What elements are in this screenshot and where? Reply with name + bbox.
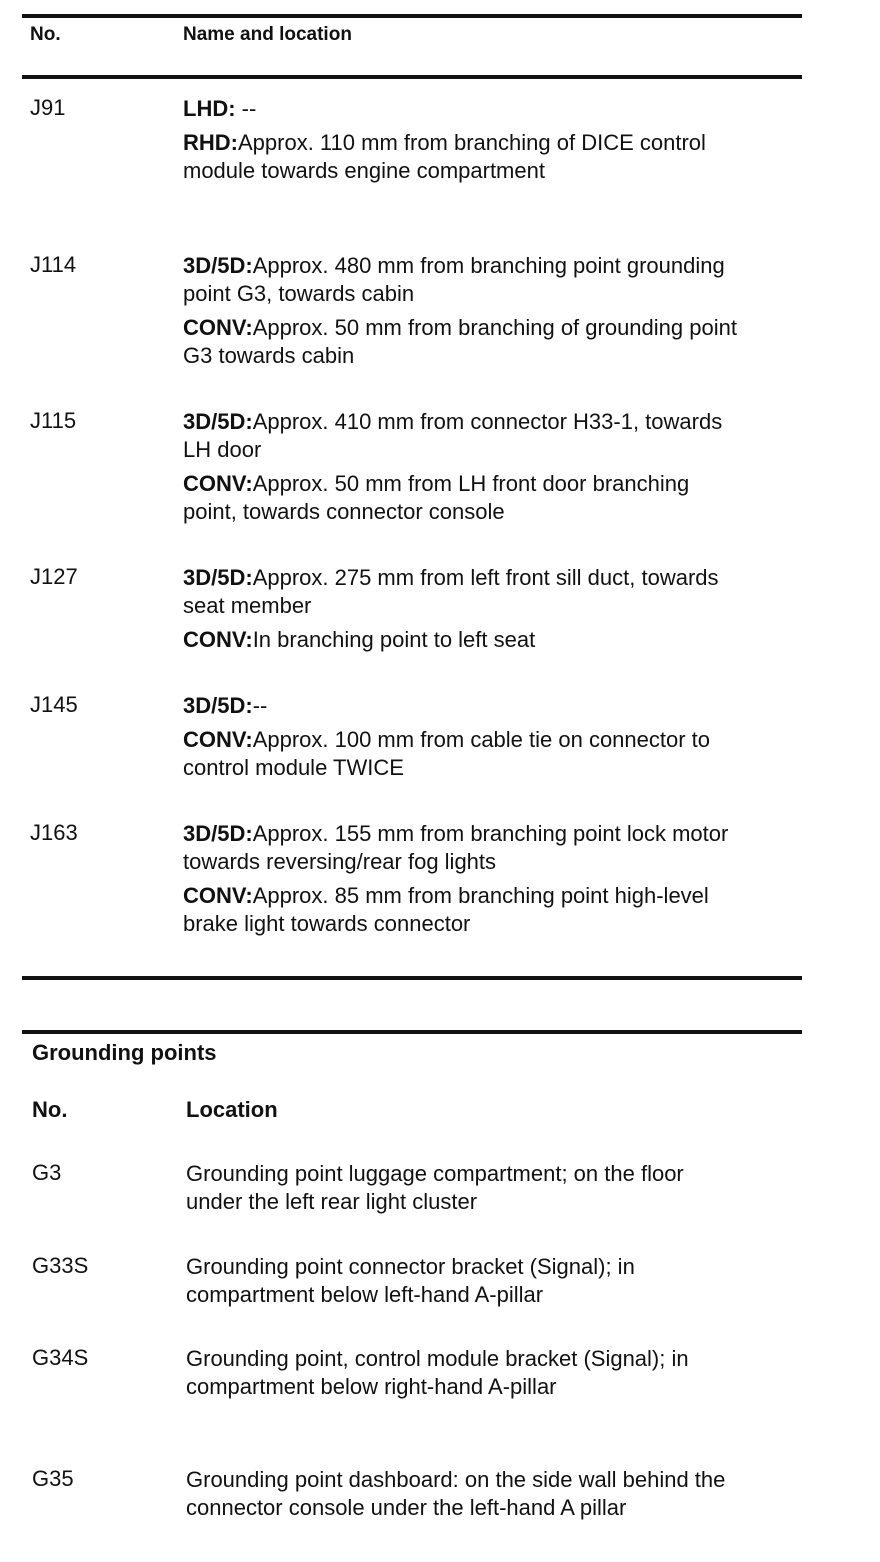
grounding-location: Grounding point dashboard: on the side wall behind the connector console under the left-hand A pillar <box>186 1467 726 1520</box>
grounding-no: G3 <box>32 1160 62 1185</box>
variant-text: Approx. 155 mm from branching point lock motor towards reversing/rear fog lights <box>183 821 729 874</box>
grounding-location: Grounding point luggage compartment; on the floor under the left rear light cluster <box>186 1161 684 1214</box>
variant-text: Approx. 275 mm from left front sill duct, towards seat member <box>183 565 719 618</box>
variant-label: 3D/5D: <box>183 821 253 846</box>
variant-text: Approx. 50 mm from branching of grounding point G3 towards cabin <box>183 315 737 368</box>
header-name-location: Name and location <box>183 24 352 45</box>
variant-label: CONV: <box>183 315 253 340</box>
variant-label: CONV: <box>183 627 253 652</box>
variant-text: Approx. 50 mm from LH front door branching point, towards connector console <box>183 471 690 524</box>
variant-label: 3D/5D: <box>183 409 253 434</box>
variant-text: Approx. 110 mm from branching of DICE control module towards engine compartment <box>183 130 706 183</box>
variant-text: Approx. 85 mm from branching point high-level brake light towards connector <box>183 883 709 936</box>
grounding-no: G35 <box>32 1466 74 1491</box>
header-location: Location <box>186 1097 278 1122</box>
variant-label: 3D/5D: <box>183 693 253 718</box>
junction-no: J145 <box>30 692 78 717</box>
grounding-location: Grounding point connector bracket (Signal); in compartment below left-hand A-pillar <box>186 1254 635 1307</box>
variant-label: LHD: <box>183 96 236 121</box>
variant-text: -- <box>252 693 268 718</box>
variant-label: 3D/5D: <box>183 565 253 590</box>
grounding-location: Grounding point, control module bracket (Signal); in compartment below right-hand A-pillar <box>186 1346 689 1399</box>
grounding-no: G33S <box>32 1253 89 1278</box>
junction-description <box>183 252 743 376</box>
junction-no: J91 <box>30 95 66 120</box>
header-no: No. <box>30 24 61 45</box>
variant-text: Approx. 100 mm from cable tie on connector to control module TWICE <box>183 727 711 780</box>
header-no: No. <box>32 1097 68 1122</box>
header-rule <box>22 75 802 79</box>
junction-no: J114 <box>30 252 77 277</box>
variant-text: In branching point to left seat <box>252 627 536 652</box>
junction-description <box>183 564 743 660</box>
variant-text: Approx. 410 mm from connector H33-1, towards LH door <box>183 409 723 462</box>
variant-label: CONV: <box>183 883 253 908</box>
grounding-top-rule <box>22 1030 802 1034</box>
top-rule <box>22 14 802 18</box>
junction-description <box>183 820 743 944</box>
junction-description <box>183 408 743 532</box>
grounding-no: G34S <box>32 1345 89 1370</box>
variant-label: 3D/5D: <box>183 253 253 278</box>
variant-label: RHD: <box>183 130 238 155</box>
section-title: Grounding points <box>32 1040 217 1065</box>
junction-description <box>183 692 743 788</box>
table-bottom-rule <box>22 976 802 980</box>
junction-no: J127 <box>30 564 78 589</box>
variant-text: Approx. 480 mm from branching point grounding point G3, towards cabin <box>183 253 725 306</box>
junction-no: J115 <box>30 408 77 433</box>
variant-label: CONV: <box>183 727 253 752</box>
variant-label: CONV: <box>183 471 253 496</box>
junction-no: J163 <box>30 820 78 845</box>
variant-text: -- <box>235 96 257 121</box>
junction-description <box>183 95 743 191</box>
